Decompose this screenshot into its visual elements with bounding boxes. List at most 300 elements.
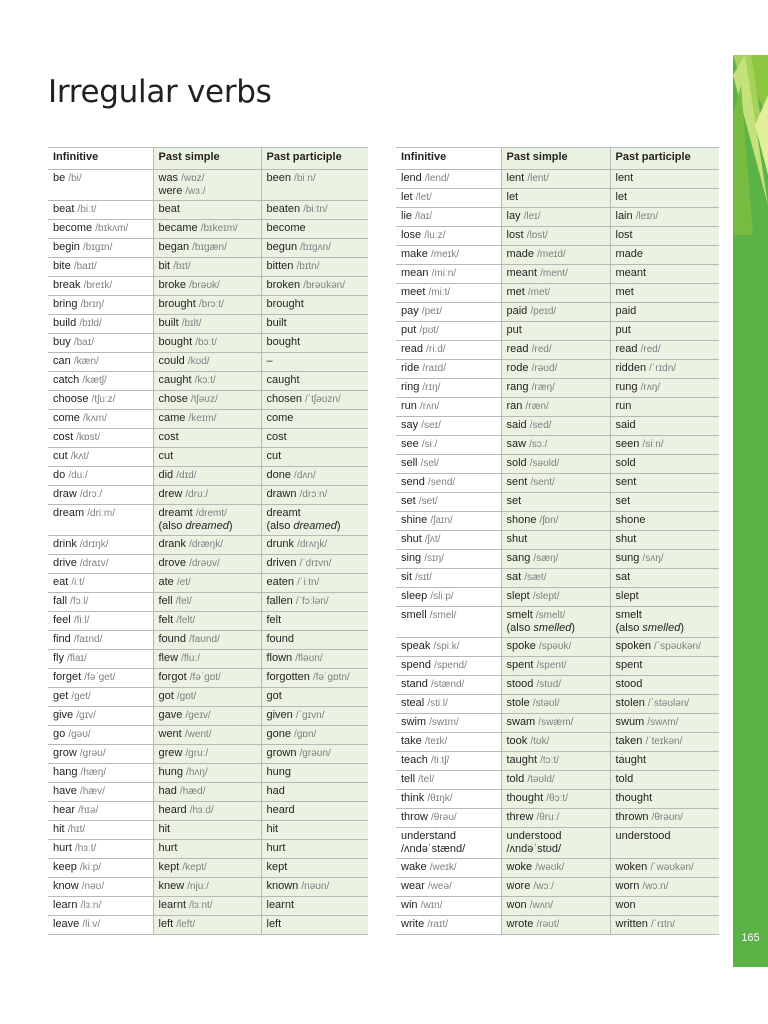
verb-form: meant (615, 267, 647, 279)
verb-form: taught (506, 754, 538, 766)
verb-form: bought (158, 336, 193, 348)
verb-form: steal (401, 697, 425, 709)
infinitive-cell (396, 322, 501, 341)
past-participle-cell (610, 474, 719, 493)
verb-form: learnt (158, 899, 187, 911)
verb-form: fell (158, 595, 173, 607)
table-row (396, 360, 719, 379)
verb-form: bought (266, 336, 301, 348)
verb-form: – (266, 355, 273, 367)
past-participle-cell (261, 334, 368, 353)
infinitive-cell (396, 398, 501, 417)
infinitive-cell (48, 593, 153, 612)
verb-form: ran (506, 400, 523, 412)
past-simple-cell (153, 745, 261, 764)
phonetic-transcription: /slept/ (532, 591, 560, 602)
infinitive-cell (396, 341, 501, 360)
past-participle-cell (261, 669, 368, 688)
verb-form: lay (506, 210, 521, 222)
infinitive-cell (48, 315, 153, 334)
verb-form: swum (615, 716, 645, 728)
past-simple-cell (153, 467, 261, 486)
verb-form: (also smelled) (615, 622, 684, 634)
past-participle-cell (610, 455, 719, 474)
verb-form: seen (615, 438, 640, 450)
table-row (396, 512, 719, 531)
verb-form: hit (266, 823, 279, 835)
phonetic-transcription: /tel/ (418, 774, 435, 785)
past-simple-cell (501, 284, 610, 303)
phonetic-transcription: /lɜːnt/ (189, 900, 213, 911)
table-row (48, 897, 368, 916)
verb-form: hit (53, 823, 65, 835)
phonetic-transcription: /raɪt/ (427, 919, 449, 930)
phonetic-transcription: /baɪ/ (73, 337, 95, 348)
verb-form: thought (506, 792, 544, 804)
infinitive-cell (48, 258, 153, 277)
verb-form: read (401, 343, 424, 355)
phonetic-transcription: /ræŋ/ (531, 382, 555, 393)
table-row (48, 745, 368, 764)
verb-form: drove (158, 557, 187, 569)
verb-form: feel (53, 614, 71, 626)
past-participle-cell (610, 227, 719, 246)
verb-form: wore (506, 880, 531, 892)
past-participle-cell (610, 265, 719, 284)
phonetic-transcription: /wɪn/ (420, 900, 443, 911)
past-simple-cell (501, 265, 610, 284)
infinitive-cell (396, 208, 501, 227)
verb-form: told (615, 773, 634, 785)
past-participle-cell (261, 170, 368, 201)
verb-form: /ʌndəˈstʊd/ (506, 843, 562, 855)
infinitive-cell (48, 764, 153, 783)
past-participle-cell (610, 208, 719, 227)
past-simple-cell (501, 714, 610, 733)
phonetic-transcription: /hæv/ (79, 786, 105, 797)
infinitive-cell (396, 897, 501, 916)
verb-form: begin (53, 241, 80, 253)
past-participle-cell (610, 322, 719, 341)
past-participle-cell (610, 771, 719, 790)
verb-form: sold (615, 457, 636, 469)
table-row (396, 752, 719, 771)
past-simple-cell (153, 296, 261, 315)
phonetic-transcription: /nəʊn/ (301, 881, 330, 892)
header-past-participle: Past participle (610, 148, 719, 170)
verb-form: make (401, 248, 428, 260)
verb-form: brought (158, 298, 196, 310)
page-title: Irregular verbs (48, 74, 272, 110)
verb-form: threw (506, 811, 534, 823)
phonetic-transcription: /ˈfɔːlən/ (295, 596, 329, 607)
infinitive-cell (48, 783, 153, 802)
past-participle-cell (610, 859, 719, 878)
infinitive-cell (48, 669, 153, 688)
phonetic-transcription: /iːt/ (71, 577, 85, 588)
verb-form: woke (506, 861, 533, 873)
phonetic-transcription: /θɔːt/ (546, 793, 568, 804)
verb-form: learn (53, 899, 78, 911)
past-simple-cell (153, 334, 261, 353)
phonetic-transcription: /spəʊk/ (538, 641, 572, 652)
phonetic-transcription: /kept/ (182, 862, 207, 873)
phonetic-transcription: /fluː/ (181, 653, 201, 664)
past-participle-cell (610, 569, 719, 588)
phonetic-transcription: /hɜːt/ (75, 843, 97, 854)
past-simple-cell (153, 315, 261, 334)
verb-form: felt (266, 614, 282, 626)
verb-form: set (506, 495, 522, 507)
past-participle-cell (261, 726, 368, 745)
past-participle-cell (610, 284, 719, 303)
phonetic-transcription: /wʌn/ (529, 900, 554, 911)
table-row (396, 714, 719, 733)
infinitive-cell (396, 512, 501, 531)
verb-form: rang (506, 381, 529, 393)
past-simple-cell (153, 429, 261, 448)
table-row (396, 455, 719, 474)
infinitive-cell (48, 372, 153, 391)
verb-form: broken (266, 279, 301, 291)
verb-form: stand (401, 678, 428, 690)
infinitive-cell (396, 607, 501, 638)
verb-form: understood (506, 830, 562, 842)
phonetic-transcription: /druː/ (185, 489, 209, 500)
past-simple-cell (153, 669, 261, 688)
phonetic-transcription: /dʌn/ (294, 470, 316, 481)
infinitive-cell (48, 170, 153, 201)
table-row (396, 341, 719, 360)
phonetic-transcription: /fəˈgɒt/ (189, 672, 221, 683)
infinitive-cell (396, 638, 501, 657)
table-row (396, 790, 719, 809)
verb-form: lost (615, 229, 633, 241)
past-simple-cell (153, 897, 261, 916)
verb-form: /ʌndəˈstænd/ (401, 843, 466, 855)
verb-form: learnt (266, 899, 295, 911)
infinitive-cell (396, 227, 501, 246)
table-row (396, 474, 719, 493)
verb-form: understood (615, 830, 671, 842)
phonetic-transcription: /sʌŋ/ (642, 553, 664, 564)
verb-form: do (53, 469, 66, 481)
phonetic-transcription: /stʊd/ (536, 679, 562, 690)
past-simple-cell (501, 878, 610, 897)
table-row (48, 536, 368, 555)
past-participle-cell (261, 536, 368, 555)
infinitive-cell (48, 448, 153, 467)
verb-form: knew (158, 880, 185, 892)
past-participle-cell (261, 745, 368, 764)
verb-form: paid (506, 305, 528, 317)
phonetic-transcription: /gɒn/ (294, 729, 317, 740)
phonetic-transcription: /brɪŋ/ (80, 299, 105, 310)
past-simple-cell (501, 322, 610, 341)
verb-form: choose (53, 393, 89, 405)
phonetic-transcription: /rʌn/ (419, 401, 440, 412)
infinitive-cell (48, 916, 153, 935)
past-simple-cell (501, 246, 610, 265)
infinitive-cell (48, 429, 153, 448)
phonetic-transcription: /bɪkeɪm/ (200, 223, 238, 234)
verb-form: understand (401, 830, 457, 842)
verb-form: spent (615, 659, 643, 671)
phonetic-transcription: /ˈrɪtn/ (650, 919, 676, 930)
infinitive-cell (396, 657, 501, 676)
verb-form: leave (53, 918, 80, 930)
past-participle-cell (261, 878, 368, 897)
phonetic-transcription: /kætʃ/ (82, 375, 107, 386)
verb-form: lend (401, 172, 422, 184)
table-row (48, 916, 368, 935)
infinitive-cell (396, 771, 501, 790)
verb-form: hit (158, 823, 171, 835)
verb-form: been (266, 172, 291, 184)
verb-form: drawn (266, 488, 297, 500)
table-row (48, 859, 368, 878)
past-simple-cell (153, 878, 261, 897)
table-row (396, 828, 719, 859)
verb-form: lost (506, 229, 524, 241)
verb-form: (also dreamed) (266, 520, 341, 532)
infinitive-cell (48, 859, 153, 878)
phonetic-transcription: /rəʊd/ (531, 363, 558, 374)
infinitive-cell (396, 569, 501, 588)
phonetic-transcription: /bɔːt/ (195, 337, 217, 348)
verb-form: say (401, 419, 419, 431)
past-participle-cell (610, 550, 719, 569)
phonetic-transcription: /smel/ (429, 610, 457, 621)
infinitive-cell (396, 531, 501, 550)
verb-form: went (158, 728, 182, 740)
phonetic-transcription: /bɪɡʌn/ (300, 242, 331, 253)
infinitive-cell (48, 391, 153, 410)
past-participle-cell (261, 239, 368, 258)
verb-form: ate (158, 576, 174, 588)
past-participle-cell (610, 189, 719, 208)
phonetic-transcription: /biːtn/ (303, 204, 328, 215)
verb-form: drew (158, 488, 183, 500)
verb-form: hurt (158, 842, 178, 854)
verb-form: had (266, 785, 285, 797)
phonetic-transcription: /tʃuːz/ (91, 394, 116, 405)
verb-form: built (158, 317, 179, 329)
past-participle-cell (610, 246, 719, 265)
verb-form: grew (158, 747, 183, 759)
phonetic-transcription: /ˈspəʊkən/ (654, 641, 701, 652)
past-participle-cell (610, 436, 719, 455)
past-simple-cell (153, 277, 261, 296)
table-row (396, 588, 719, 607)
verb-form: let (401, 191, 413, 203)
past-simple-cell (153, 631, 261, 650)
verb-form: fallen (266, 595, 293, 607)
past-participle-cell (261, 840, 368, 859)
infinitive-cell (48, 802, 153, 821)
past-participle-cell (610, 897, 719, 916)
phonetic-transcription: /driːm/ (87, 508, 116, 519)
infinitive-cell (396, 752, 501, 771)
phonetic-transcription: /bɪld/ (79, 318, 102, 329)
verb-form: shut (506, 533, 528, 545)
past-simple-cell (501, 828, 610, 859)
past-participle-cell (610, 657, 719, 676)
past-participle-cell (261, 277, 368, 296)
phonetic-transcription: /biːn/ (294, 173, 316, 184)
verb-form: hear (53, 804, 76, 816)
phonetic-transcription: /brəʊk/ (189, 280, 220, 291)
phonetic-transcription: /ˈiːtn/ (297, 577, 320, 588)
phonetic-transcription: /kiːp/ (79, 862, 102, 873)
phonetic-transcription: /luːz/ (424, 230, 446, 241)
past-participle-cell (610, 916, 719, 935)
header-past-simple: Past simple (153, 148, 261, 170)
past-participle-cell (610, 878, 719, 897)
verb-form: lie (401, 210, 413, 222)
verb-form: found (158, 633, 187, 645)
infinitive-cell (396, 588, 501, 607)
phonetic-transcription: /rʌŋ/ (640, 382, 661, 393)
phonetic-transcription: /sent/ (530, 477, 555, 488)
past-participle-cell (610, 341, 719, 360)
verb-form: lent (615, 172, 634, 184)
verb-form: pay (401, 305, 419, 317)
verb-form: give (53, 709, 74, 721)
verb-form: spoken (615, 640, 651, 652)
infinitive-cell (396, 809, 501, 828)
past-simple-cell (501, 531, 610, 550)
phonetic-transcription: /dræŋk/ (189, 539, 223, 550)
table-row (396, 379, 719, 398)
phonetic-transcription: /lɒst/ (526, 230, 548, 241)
past-participle-cell (261, 505, 368, 536)
phonetic-transcription: /drʌŋk/ (297, 539, 328, 550)
verb-form: found (266, 633, 295, 645)
verb-form: slept (506, 590, 530, 602)
phonetic-transcription: /keɪm/ (188, 413, 217, 424)
left-table-body (48, 170, 368, 935)
past-participle-cell (261, 410, 368, 429)
phonetic-transcription: /θrəʊ/ (430, 812, 457, 823)
verb-form: send (401, 476, 425, 488)
infinitive-cell (396, 790, 501, 809)
verb-form: felt (158, 614, 174, 626)
verb-form: ride (401, 362, 420, 374)
table-row (396, 208, 719, 227)
verb-form: taught (615, 754, 647, 766)
phonetic-transcription: /sɪt/ (415, 572, 432, 583)
phonetic-transcription: /leɪ/ (523, 211, 541, 222)
phonetic-transcription: /leɪn/ (635, 211, 659, 222)
phonetic-transcription: /ʃɒn/ (539, 515, 559, 526)
phonetic-transcription: /θɪŋk/ (427, 793, 453, 804)
table-row (48, 170, 368, 201)
phonetic-transcription: /sliːp/ (430, 591, 454, 602)
past-simple-cell (153, 688, 261, 707)
phonetic-transcription: /meɪd/ (537, 249, 566, 260)
past-participle-cell (261, 612, 368, 631)
phonetic-transcription: /breɪk/ (83, 280, 113, 291)
verb-form: kept (158, 861, 180, 873)
past-simple-cell (501, 341, 610, 360)
verb-form: beaten (266, 203, 301, 215)
table-row (48, 296, 368, 315)
verb-form: think (401, 792, 425, 804)
phonetic-transcription: /gɒt/ (176, 691, 197, 702)
past-simple-cell (501, 752, 610, 771)
phonetic-transcription: /raɪd/ (422, 363, 446, 374)
infinitive-cell (48, 726, 153, 745)
past-participle-cell (261, 783, 368, 802)
verb-form: swam (506, 716, 536, 728)
past-participle-cell (261, 201, 368, 220)
phonetic-transcription: /wɜː/ (185, 186, 206, 197)
verb-form: hang (53, 766, 78, 778)
phonetic-transcription: /tʊk/ (530, 736, 550, 747)
verb-form: spend (401, 659, 431, 671)
phonetic-transcription: /peɪd/ (530, 306, 557, 317)
past-simple-cell (501, 227, 610, 246)
phonetic-transcription: /bɪt/ (173, 261, 191, 272)
table-row (396, 398, 719, 417)
verb-form: meet (401, 286, 426, 298)
past-simple-cell (153, 612, 261, 631)
phonetic-transcription: /teɪk/ (424, 736, 448, 747)
past-participle-cell (610, 417, 719, 436)
verb-form: worn (615, 880, 640, 892)
infinitive-cell (48, 821, 153, 840)
table-row (396, 569, 719, 588)
verb-form: shine (401, 514, 428, 526)
verb-form: rung (615, 381, 638, 393)
verb-form: drunk (266, 538, 295, 550)
phonetic-transcription: /biːt/ (77, 204, 97, 215)
verb-form: caught (266, 374, 300, 386)
verb-form: stolen (615, 697, 645, 709)
verb-form: made (506, 248, 535, 260)
verb-form: gave (158, 709, 183, 721)
verb-form: sell (401, 457, 418, 469)
leaf-decoration (733, 55, 768, 235)
verb-form: driven (266, 557, 297, 569)
verb-form: sat (615, 571, 631, 583)
table-row (48, 840, 368, 859)
verb-form: written (615, 918, 648, 930)
past-participle-cell (610, 512, 719, 531)
phonetic-transcription: /səʊld/ (529, 458, 560, 469)
infinitive-cell (396, 733, 501, 752)
phonetic-transcription: /ˈwəʊkən/ (650, 862, 694, 873)
infinitive-cell (48, 353, 153, 372)
past-participle-cell (610, 695, 719, 714)
infinitive-cell (396, 859, 501, 878)
verb-form: become (266, 222, 306, 234)
verb-form: drank (158, 538, 187, 550)
phonetic-transcription: /duː/ (68, 470, 88, 481)
verb-form: lain (615, 210, 633, 222)
phonetic-transcription: /dɪd/ (176, 470, 197, 481)
verb-form: go (53, 728, 66, 740)
past-participle-cell (261, 650, 368, 669)
verb-form: stole (506, 697, 530, 709)
phonetic-transcription: /sɪŋ/ (424, 553, 444, 564)
table-row (396, 676, 719, 695)
past-simple-cell (153, 486, 261, 505)
infinitive-cell (48, 650, 153, 669)
phonetic-transcription: /ræn/ (525, 401, 549, 412)
past-participle-cell (610, 752, 719, 771)
